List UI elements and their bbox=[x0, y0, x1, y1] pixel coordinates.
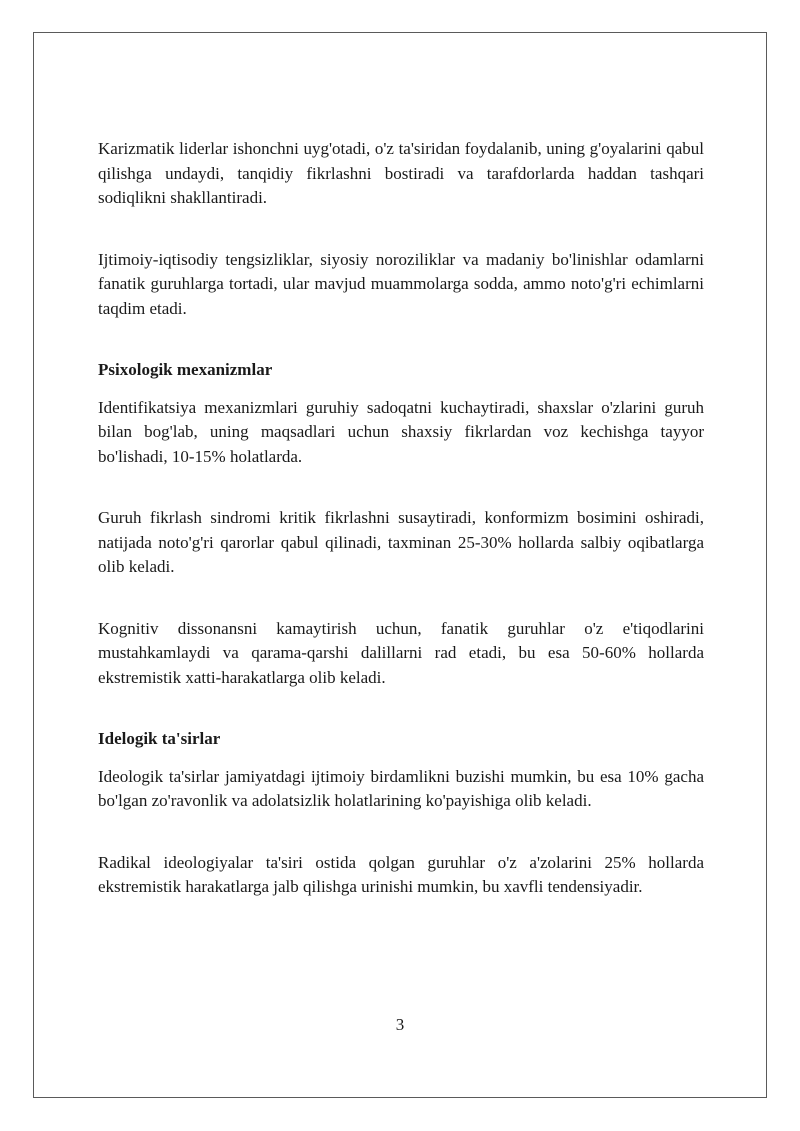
document-page bbox=[33, 32, 767, 1098]
heading-psychological-mechanisms: Psixologik mexanizmlar bbox=[98, 360, 273, 379]
paragraph-socioeconomic: Ijtimoiy-iqtisodiy tengsizliklar, siyosiy noroziliklar va madaniy bo'linishlar odamlarni fanatik guruhlarga tortadi, ular mavjud muammolarga sodda, ammo noto'g'ri echimlarni taqdim etadi. bbox=[98, 249, 704, 318]
page-number: 3 bbox=[395, 1015, 405, 1034]
heading-ideological-influences: Idelogik ta'sirlar bbox=[98, 729, 221, 748]
paragraph-identification: Identifikatsiya mexanizmlari guruhiy sadoqatni kuchaytiradi, shaxslar o'zlarini guruh bilan bog'lab, uning maqsadlari uchun shaxsiy fikrlardan voz kechishga tayyor bo'lishadi, 10-15% holatlarda. bbox=[98, 397, 704, 466]
paragraph-groupthink: Guruh fikrlash sindromi kritik fikrlashni susaytiradi, konformizm bosimini oshiradi, natijada noto'g'ri qarorlar qabul qilinadi, taxminan 25-30% hollarda salbiy oqibatlarga olib keladi. bbox=[98, 508, 704, 576]
paragraph-cognitive-dissonance: Kognitiv dissonansni kamaytirish uchun, fanatik guruhlar o'z e'tiqodlarini mustahkamlaydi va qarama-qarshi dalillarni rad etadi, bu esa 50-60% hollarda ekstremistik xatti-harakatlarga olib keladi. bbox=[98, 618, 704, 687]
page-content bbox=[98, 137, 704, 900]
paragraph-ideological-influence: Ideologik ta'sirlar jamiyatdagi ijtimoiy birdamlikni buzishi mumkin, bu esa 10% gacha bo'lgan zo'ravonlik va adolatsizlik holatlarining ko'payishiga olib keladi. bbox=[98, 766, 704, 810]
paragraph-radical-ideologies: Radikal ideologiyalar ta'siri ostida qolgan guruhlar o'z a'zolarini 25% hollarda ekstremistik harakatlarga jalb qilishga urinishi mumkin, bu xavfli tendensiyadir. bbox=[98, 852, 704, 896]
paragraph-charismatic-leaders: Karizmatik liderlar ishonchni uyg'otadi, o'z ta'siridan foydalanib, uning g'oyalarini qabul qilishga undaydi, tanqidiy fikrlashni bostiradi va tarafdorlarda haddan tashqari sodiqlikni shakllantiradi. bbox=[98, 139, 704, 207]
